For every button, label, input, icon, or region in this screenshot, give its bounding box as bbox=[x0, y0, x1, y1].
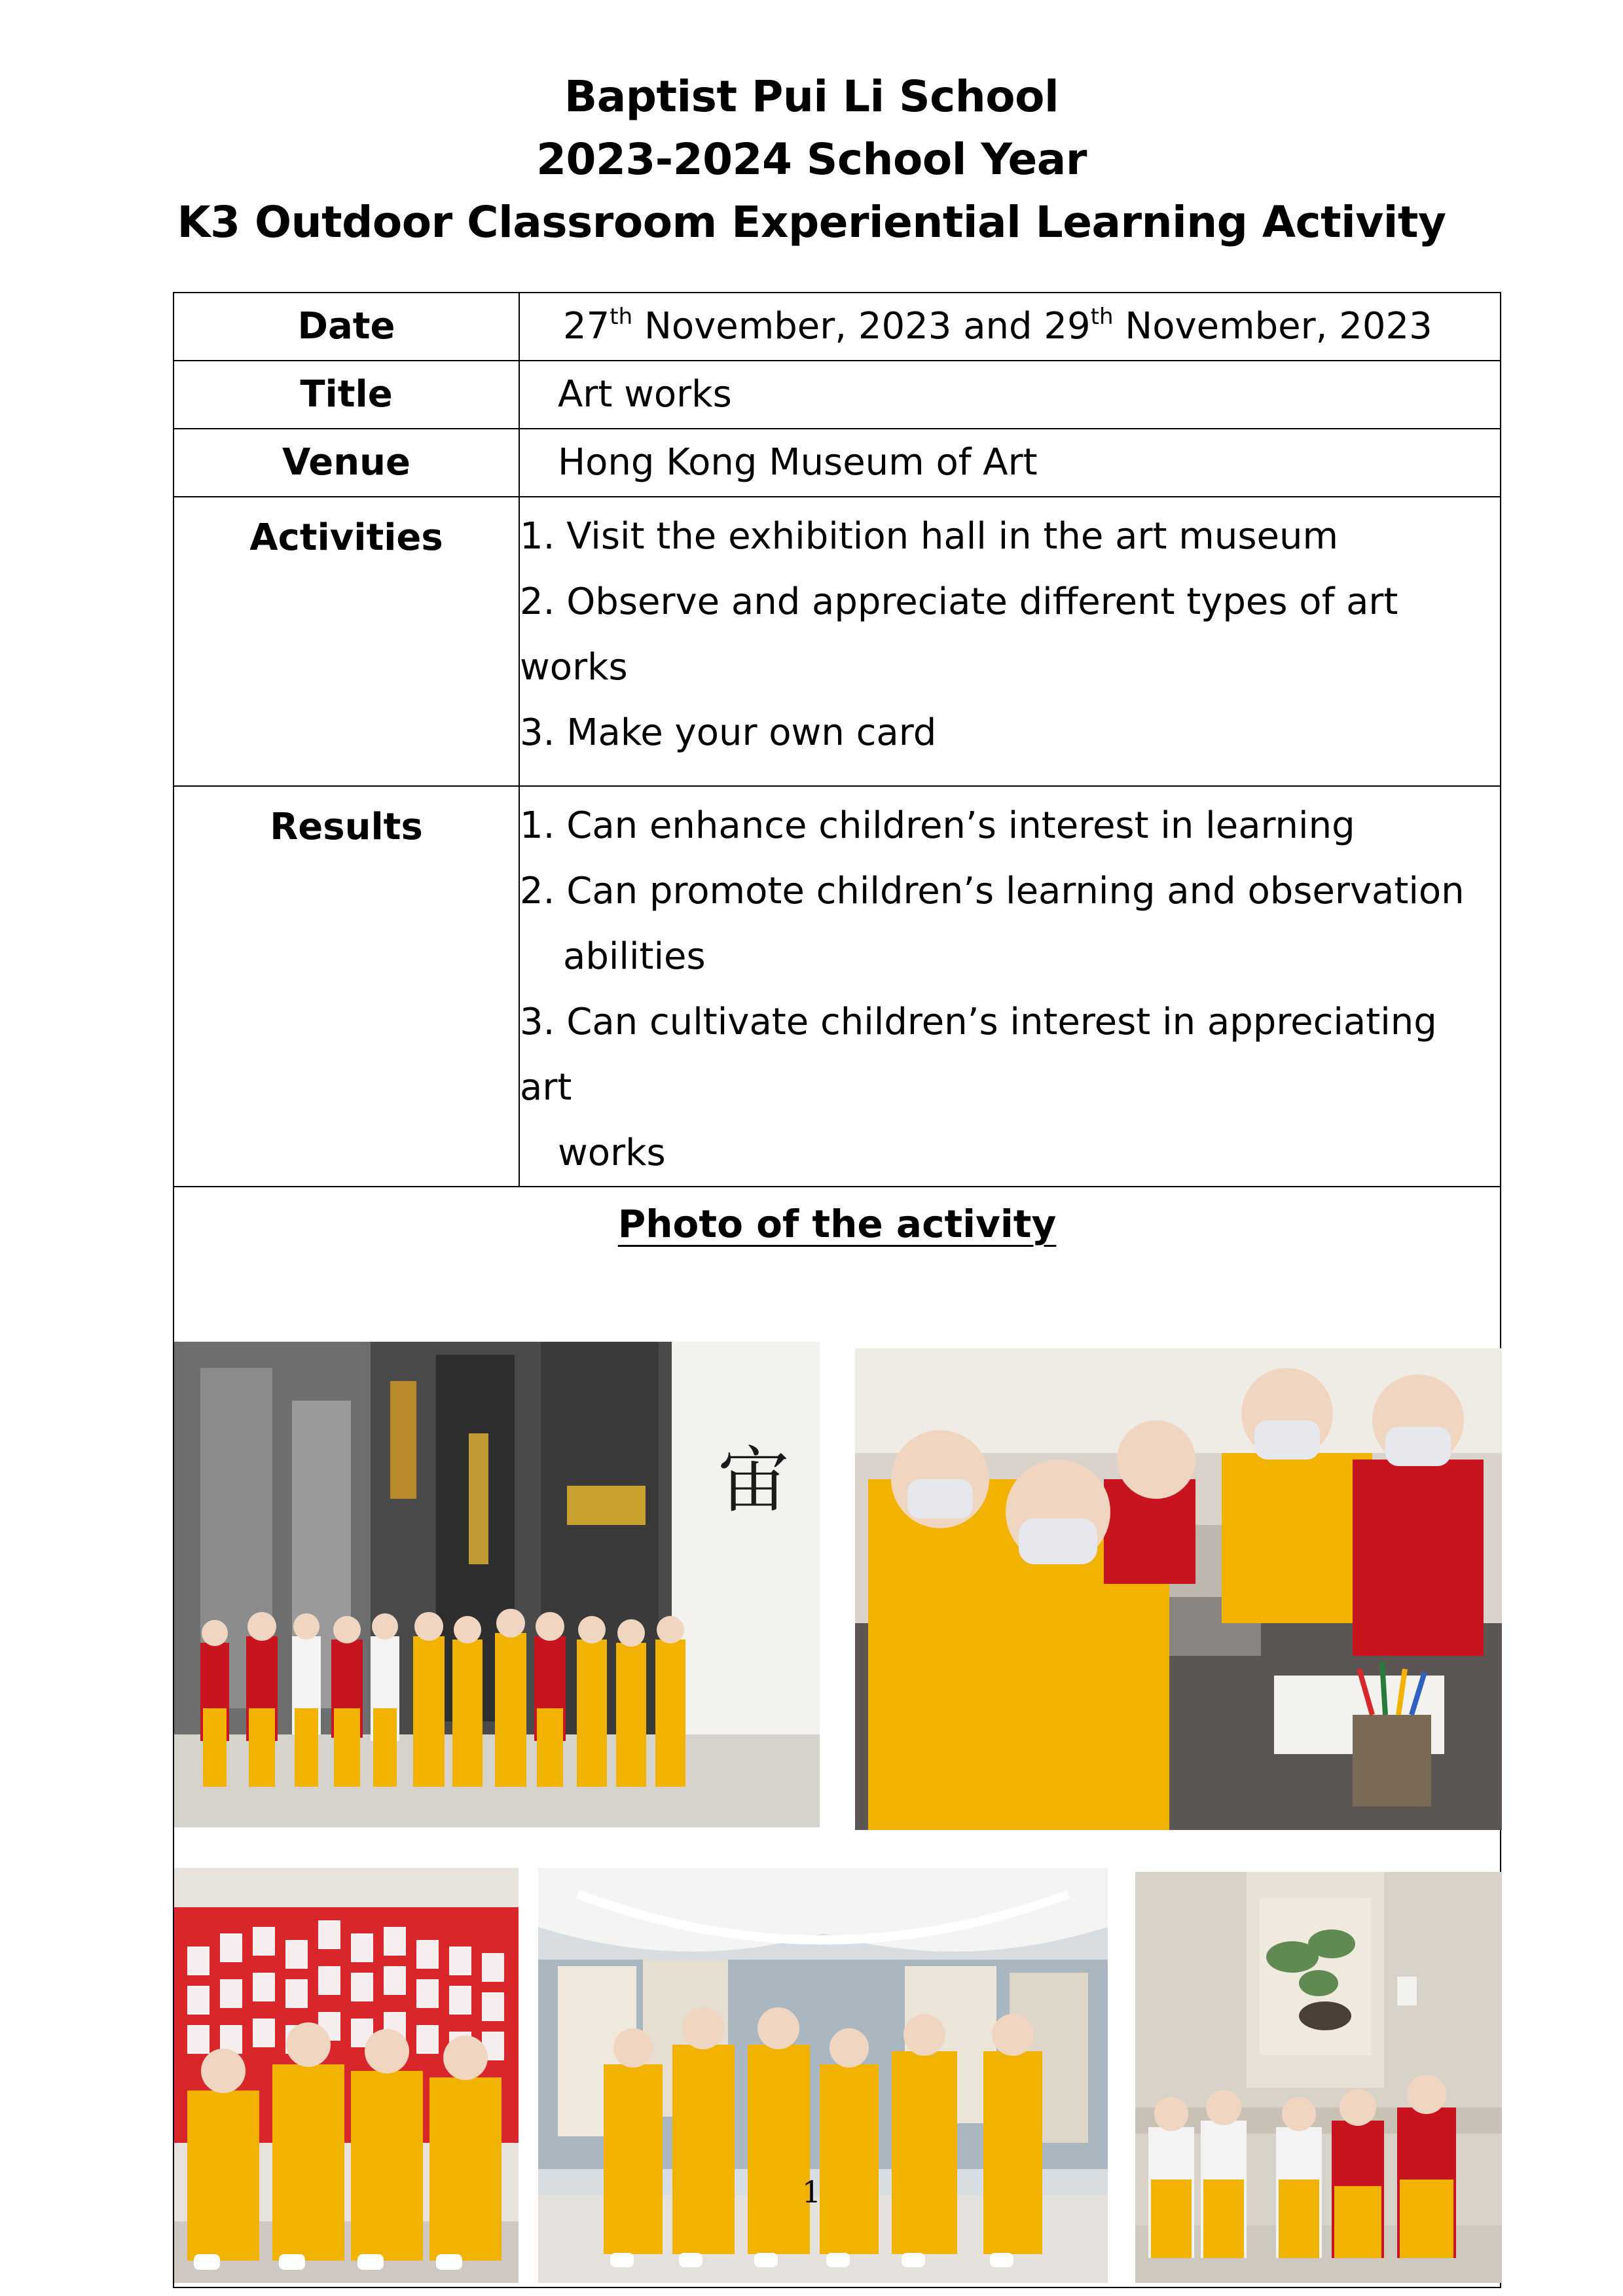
activities-label bbox=[173, 497, 519, 786]
document-header bbox=[0, 65, 1623, 254]
date-row bbox=[173, 293, 1501, 361]
date-mid: November, 2023 and 29 bbox=[632, 305, 1091, 348]
list-item-continuation: abilities bbox=[563, 935, 706, 978]
photo-heading bbox=[174, 1187, 1500, 1261]
title-value: Art works bbox=[519, 361, 1501, 429]
list-item: 2. Can promote children’s learning and observation bbox=[520, 870, 1465, 912]
activity-info-table bbox=[173, 292, 1501, 2288]
fabric-exhibit-image bbox=[538, 1868, 1108, 2283]
title-row bbox=[173, 361, 1501, 429]
venue-label: Venue bbox=[173, 429, 519, 497]
results-label-text: Results bbox=[270, 806, 423, 848]
list-item: 1. Visit the exhibition hall in the art museum bbox=[520, 515, 1338, 558]
list-item: 2. Observe and appreciate different types of art works bbox=[520, 581, 1398, 689]
venue-value: Hong Kong Museum of Art bbox=[519, 429, 1501, 497]
results-label bbox=[173, 786, 519, 1187]
svg-text:宙: 宙 bbox=[718, 1439, 790, 1522]
activity-title: K3 Outdoor Classroom Experiential Learning Activity bbox=[177, 197, 1446, 247]
photo-row bbox=[173, 1187, 1501, 2287]
photo-children-red-wall bbox=[174, 1868, 519, 2283]
list-item-continuation: works bbox=[558, 1132, 666, 1174]
date-day1: 27 bbox=[563, 305, 610, 348]
date-end: November, 2023 bbox=[1113, 305, 1432, 348]
date-label: Date bbox=[173, 293, 519, 361]
activities-label-text: Activities bbox=[249, 516, 443, 559]
photo-cell bbox=[173, 1187, 1501, 2287]
venue-row bbox=[173, 429, 1501, 497]
activities-row bbox=[173, 497, 1501, 786]
school-name: Baptist Pui Li School bbox=[564, 71, 1059, 122]
activities-list bbox=[519, 497, 1501, 786]
date-sup2: th bbox=[1090, 304, 1114, 330]
list-item: 3. Can cultivate children’s interest in appreciating art bbox=[520, 1001, 1437, 1109]
school-year: 2023-2024 School Year bbox=[536, 134, 1087, 185]
results-list bbox=[519, 786, 1501, 1187]
photo-heading-text: Photo of the activity bbox=[617, 1202, 1057, 1246]
title-label: Title bbox=[173, 361, 519, 429]
photo-children-card-table bbox=[855, 1348, 1502, 1830]
red-wall-image bbox=[174, 1868, 519, 2283]
date-sup1: th bbox=[610, 304, 633, 330]
painting-scroll-image bbox=[1135, 1872, 1502, 2283]
page-number: 1 bbox=[801, 2174, 822, 2210]
results-row bbox=[173, 786, 1501, 1187]
date-value bbox=[519, 293, 1501, 361]
street-mural-image bbox=[174, 1342, 820, 1827]
photo-group-street-mural bbox=[174, 1342, 820, 1827]
list-item: 3. Make your own card bbox=[520, 711, 937, 754]
photo-group-painting-scroll bbox=[1135, 1872, 1502, 2283]
card-table-image bbox=[855, 1348, 1502, 1830]
photo-group-fabric-exhibit bbox=[538, 1868, 1108, 2283]
list-item: 1. Can enhance children’s interest in learning bbox=[520, 804, 1355, 847]
